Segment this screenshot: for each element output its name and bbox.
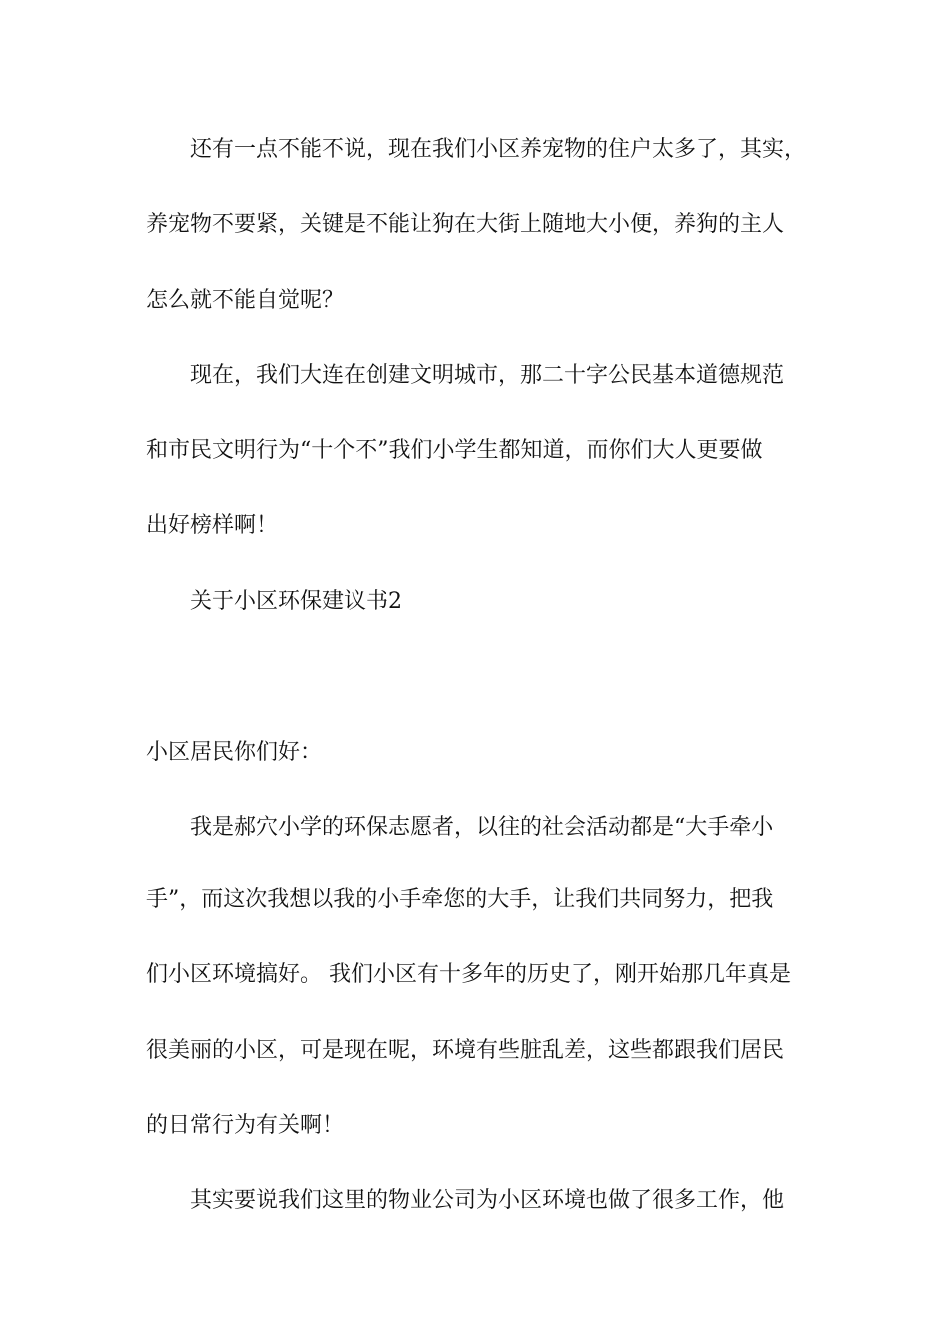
paragraph-line: 出好榜样啊！: [146, 513, 279, 538]
paragraph-line: 我是郝穴小学的环保志愿者，以往的社会活动都是“大手牵小: [190, 815, 774, 840]
paragraph-line: 养宠物不要紧，关键是不能让狗在大街上随地大小便，养狗的主人: [146, 212, 785, 237]
paragraph-line: 们小区环境搞好。 我们小区有十多年的历史了，刚开始那几年真是: [146, 962, 791, 987]
paragraph-line: 很美丽的小区，可是现在呢，环境有些脏乱差，这些都跟我们居民: [146, 1038, 785, 1063]
paragraph-line: 和市民文明行为“十个不”我们小学生都知道，而你们大人更要做: [146, 438, 763, 463]
paragraph-line: 其实要说我们这里的物业公司为小区环境也做了很多工作，他: [190, 1188, 785, 1213]
paragraph-line: 怎么就不能自觉呢？: [146, 288, 345, 313]
section-heading: 关于小区环保建议书2: [190, 589, 402, 614]
paragraph-line: 现在，我们大连在创建文明城市，那二十字公民基本道德规范: [190, 363, 785, 388]
paragraph-line: 手”，而这次我想以我的小手牵您的大手，让我们共同努力，把我: [146, 887, 774, 912]
salutation: 小区居民你们好：: [146, 740, 323, 765]
paragraph-line: 还有一点不能不说，现在我们小区养宠物的住户太多了，其实，: [190, 137, 807, 162]
paragraph-line: 的日常行为有关啊！: [146, 1113, 345, 1138]
